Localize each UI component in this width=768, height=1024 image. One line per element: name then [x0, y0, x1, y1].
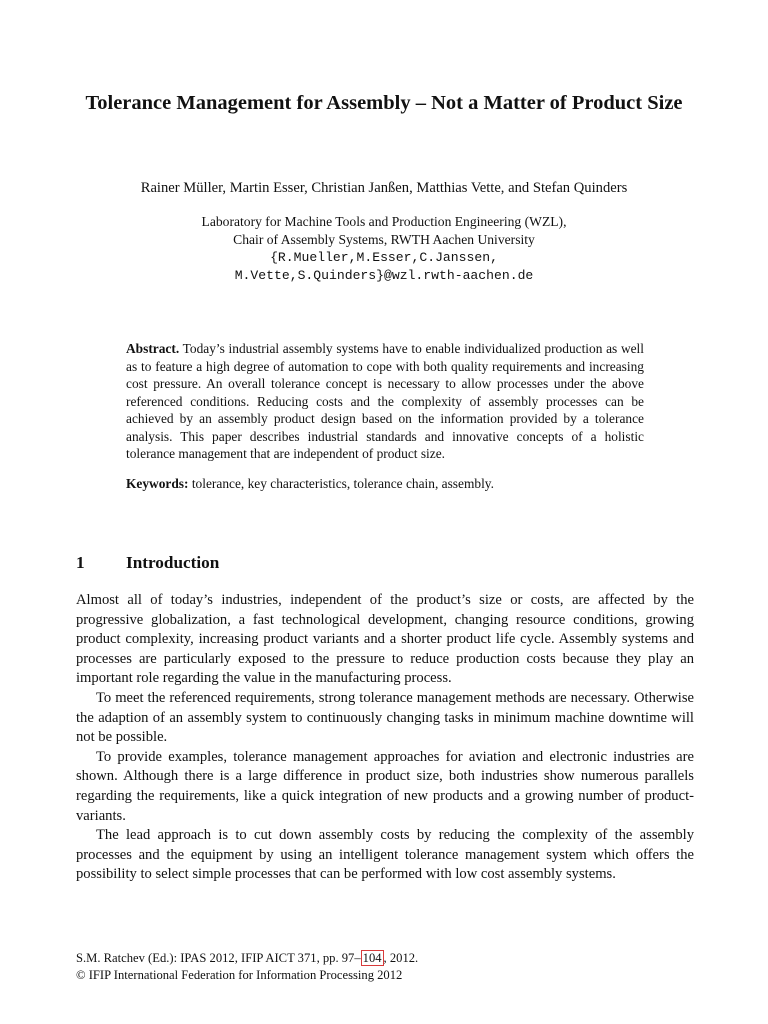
abstract-paragraph	[126, 340, 644, 463]
page-range-link[interactable]: 104	[362, 951, 382, 965]
section-number: 1	[76, 553, 85, 572]
email-line: M.Vette,S.Quinders}@wzl.rwth-aachen.de	[234, 268, 534, 283]
body-paragraph: To meet the referenced requirements, strong tolerance management methods are necessary. Otherwise the adaption of an assembly system to continuously changing tasks in minimum machine downtime will not be possible.	[76, 689, 694, 746]
body-paragraph: To provide examples, tolerance management approaches for aviation and electronic industries are shown. Although there is a large difference in product size, both industries show numerous parallels regarding the requirements, like a quick integration of new products and a growing number of product-variants.	[76, 748, 694, 824]
paper-title: Tolerance Management for Assembly – Not a Matter of Product Size	[85, 92, 683, 114]
affiliation-block	[60, 213, 708, 285]
body-paragraph: The lead approach is to cut down assembly costs by reducing the complexity of the assembly processes and the equipment by using an intelligent tolerance management system which offers the possibility to select simple processes that can be performed with low cost assembly systems.	[76, 827, 694, 883]
copyright-line: © IFIP International Federation for Information Processing 2012	[76, 968, 403, 982]
citation-prefix: S.M. Ratchev (Ed.): IPAS 2012, IFIP AICT 371, pp. 97–	[76, 951, 361, 965]
body-paragraph: Almost all of today’s industries, independent of the product’s size or costs, are affected by the progressive globalization, a fast technological development, changing resource conditions, growing product complexity, increasing product variants and a shorter product life cycle. Assembly systems and processes are particularly exposed to the pressure to reduce production costs because they play an important role regarding the value in the manufacturing process.	[76, 592, 694, 687]
citation-line	[76, 950, 694, 967]
section-heading	[76, 552, 219, 574]
author-list: Rainer Müller, Martin Esser, Christian Janßen, Matthias Vette, and Stefan Quinders	[140, 180, 628, 196]
keywords-paragraph	[126, 475, 644, 493]
keywords-text: tolerance, key characteristics, tolerance chain, assembly.	[188, 475, 494, 491]
abstract-label: Abstract.	[126, 341, 180, 356]
footer-block	[76, 950, 694, 984]
abstract-text: Today’s industrial assembly systems have to enable individualized production as well as to feature a high degree of automation to cope with both quality requirements and increasing cost pressure. An overall tolerance concept is necessary to allow processes under the above referenced conditions. Reducing costs and the complexity of assembly processes can be achieved by an assembly product design based on the information provided by a tolerance analysis. This paper describes industrial standards and innovative concepts of a holistic tolerance management that are independent of product size.	[126, 341, 644, 461]
email-line: {R.Mueller,M.Esser,C.Janssen,	[270, 250, 498, 265]
section-title: Introduction	[126, 553, 220, 572]
abstract-block	[126, 340, 644, 492]
affiliation-line: Chair of Assembly Systems, RWTH Aachen University	[233, 232, 535, 247]
affiliation-line: Laboratory for Machine Tools and Production Engineering (WZL),	[201, 214, 567, 229]
citation-suffix: , 2012.	[383, 951, 419, 965]
keywords-label: Keywords:	[126, 475, 189, 491]
body-text	[76, 591, 694, 885]
